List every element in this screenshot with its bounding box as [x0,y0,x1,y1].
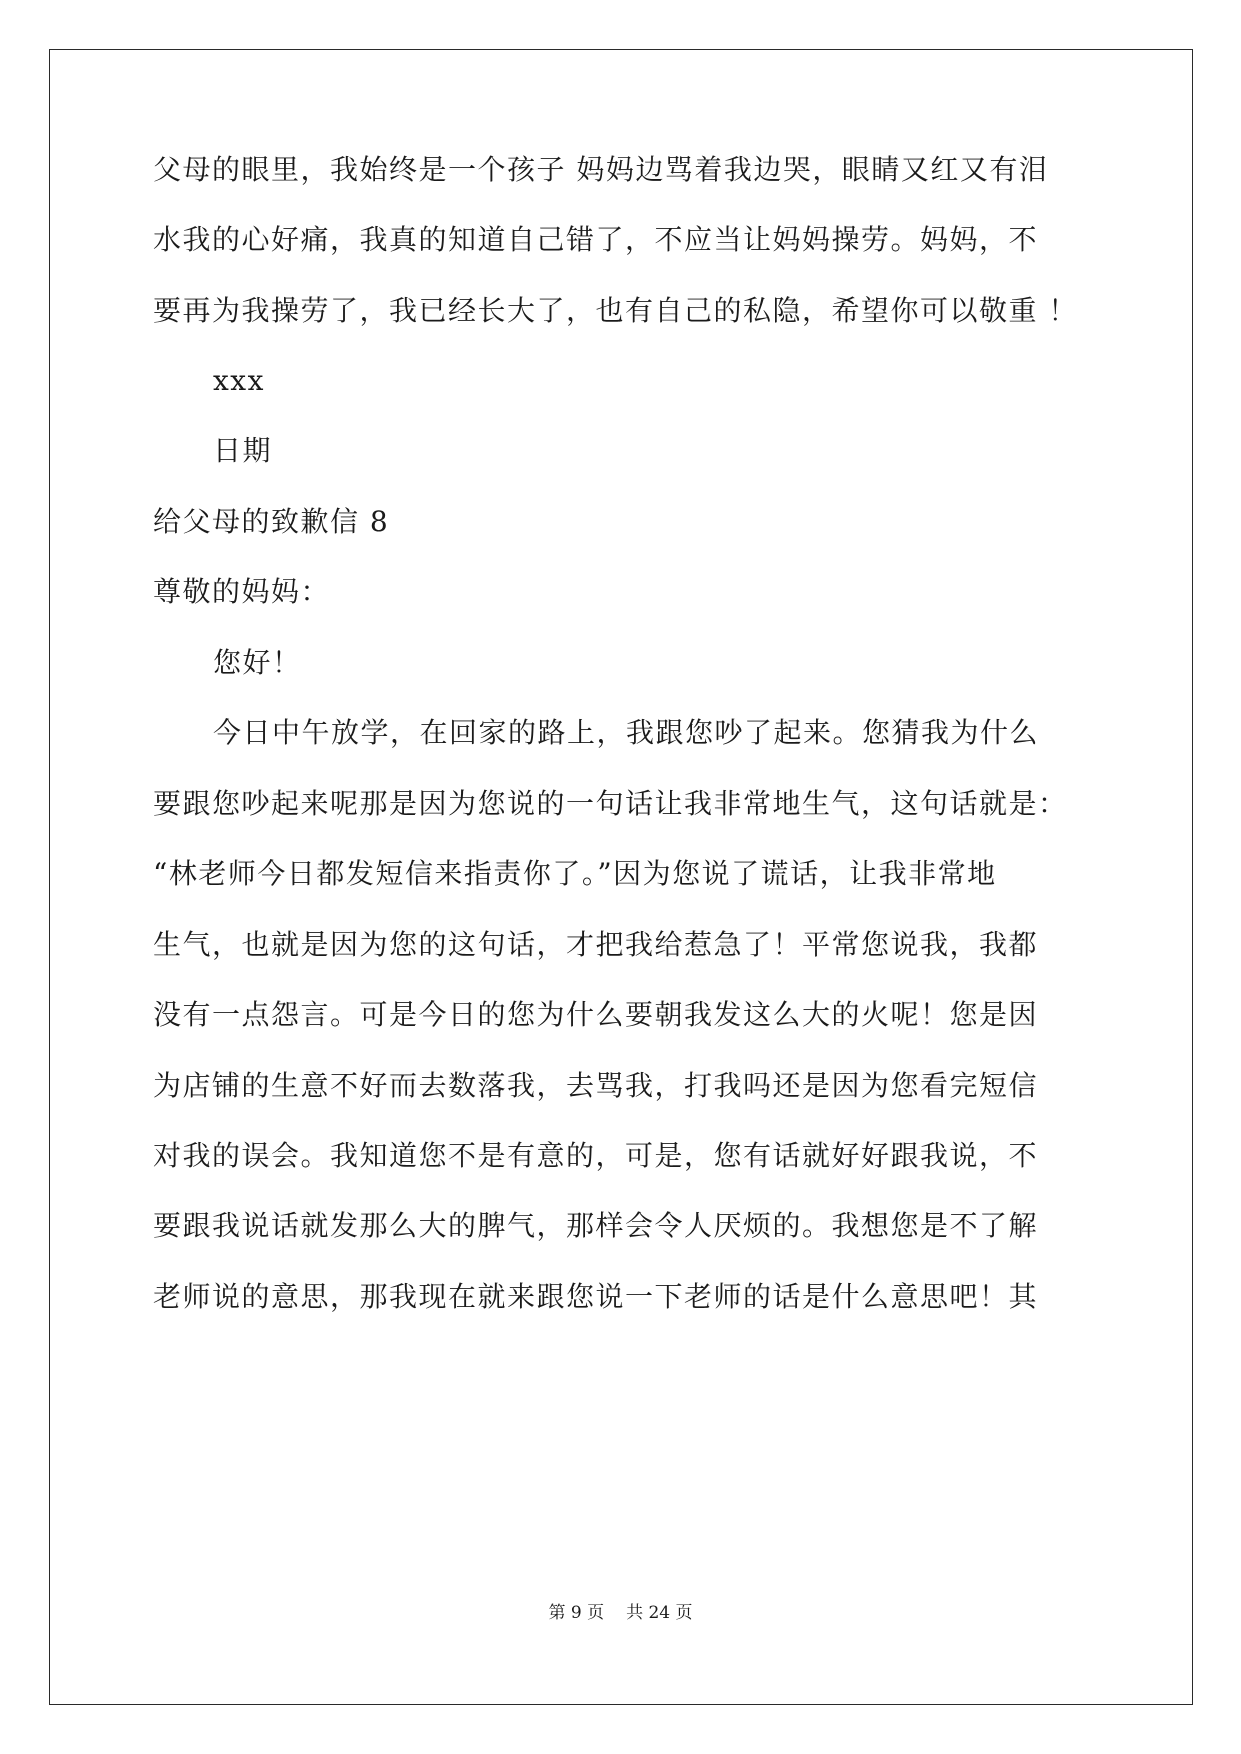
text-line: 要跟您吵起来呢那是因为您说的一句话让我非常地生气，这句话就是： [153,787,1068,820]
text-line: 为店铺的生意不好而去数落我，去骂我，打我吗还是因为您看完短信 [153,1069,1039,1102]
signature-date: 日期 [213,434,273,467]
greeting: 您好！ [213,646,302,679]
page-footer [0,1602,1241,1624]
text-line: 对我的误会。我知道您不是有意的，可是，您有话就好好跟我说，不 [153,1139,1039,1172]
text-line: “林老师今日都发短信来指责你了。”因为您说了谎话，让我非常地 [153,857,997,890]
text-line: 今日中午放学，在回家的路上，我跟您吵了起来。您猜我为什么 [213,716,1040,749]
text-line: 生气，也就是因为您的这句话，才把我给惹急了！平常您说我，我都 [153,928,1039,961]
salutation: 尊敬的妈妈： [153,575,331,608]
section-title: 给父母的致歉信 8 [153,505,390,538]
text-line: 老师说的意思，那我现在就来跟您说一下老师的话是什么意思吧！其 [153,1280,1039,1313]
text-line: 父母的眼里，我始终是一个孩子 妈妈边骂着我边哭，眼睛又红又有泪 [153,153,1049,186]
text-line: 水我的心好痛，我真的知道自己错了，不应当让妈妈操劳。妈妈，不 [153,223,1039,256]
page-number: 第 9 页 [548,1603,605,1623]
text-line: 要跟我说话就发那么大的脾气，那样会令人厌烦的。我想您是不了解 [153,1209,1039,1242]
page-total: 共 24 页 [626,1603,693,1623]
signature-name: xxx [213,364,265,397]
text-line: 要再为我操劳了，我已经长大了，也有自己的私隐，希望你可以敬重 ！ [153,294,1078,327]
text-line: 没有一点怨言。可是今日的您为什么要朝我发这么大的火呢！您是因 [153,998,1039,1031]
